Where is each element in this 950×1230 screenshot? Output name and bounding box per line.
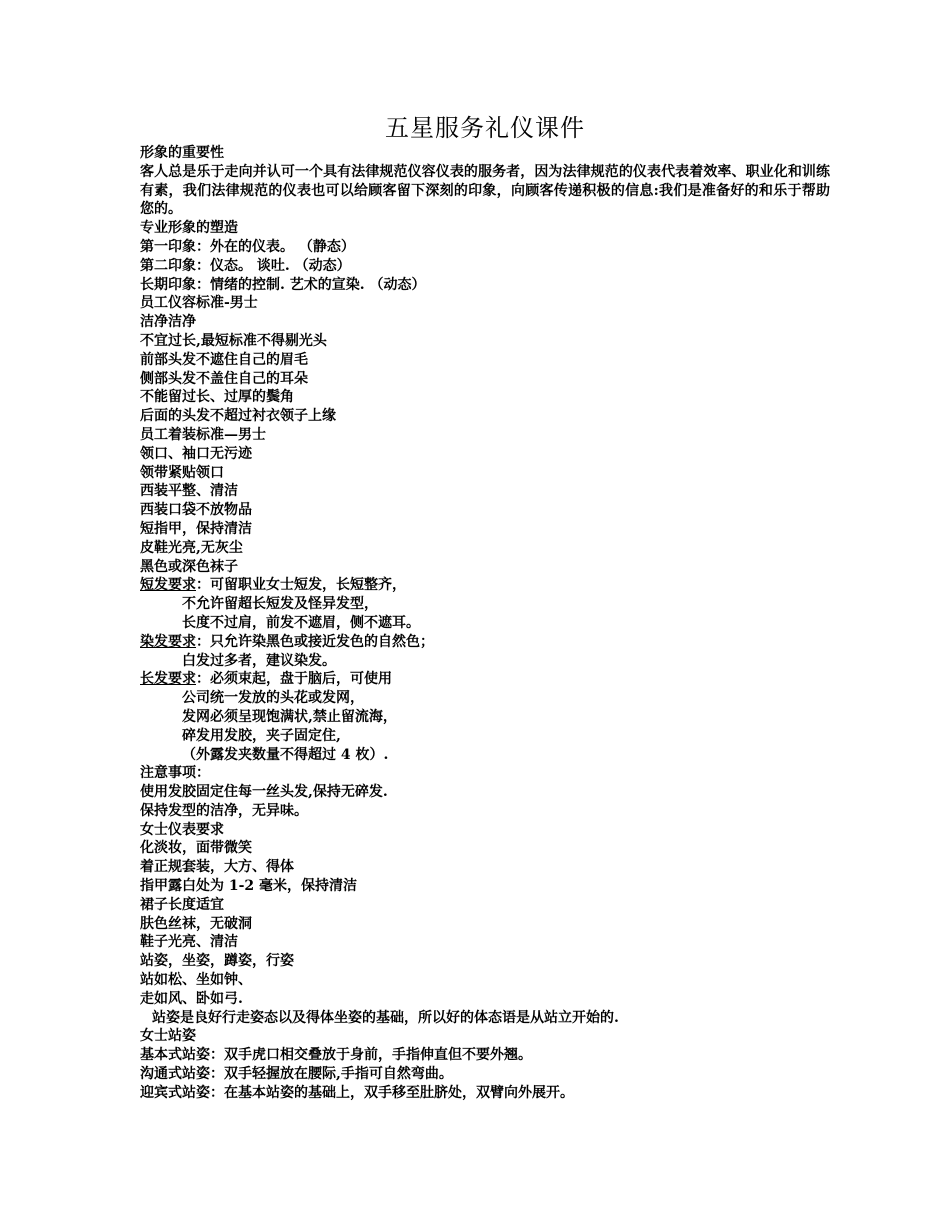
text-line: 前部头发不遮住自己的眉毛 bbox=[140, 351, 308, 368]
text-line: 洁净洁净 bbox=[140, 314, 196, 331]
text-line: 走如风、卧如弓. bbox=[140, 990, 243, 1007]
long-hair-text: ：必须束起，盘于脑后，可使用 bbox=[196, 671, 392, 688]
text-line: 领带紧贴领口 bbox=[140, 464, 224, 481]
text-line: 黑色或深色袜子 bbox=[140, 558, 238, 575]
text-line: 员工仪容标准-男士 bbox=[140, 295, 258, 312]
intro-paragraph: 客人总是乐于走向并认可一个具有法律规范仪容仪表的服务者，因为法律规范的仪表代表着效率、职业化和训练有素，我们法律规范的仪表也可以给顾客留下深刻的印象，向顾客传递积极的信息:我们是准备好的和乐于帮助您的。 bbox=[140, 163, 830, 218]
text-line: 发网必须呈现饱满状,禁止留流海， bbox=[182, 708, 397, 725]
short-hair-label: 短发要求 bbox=[140, 577, 196, 594]
text-line: 站如松、坐如钟、 bbox=[140, 972, 252, 989]
stance-note: 站姿是良好行走姿态以及得体坐姿的基础，所以好的体态语是从站立开始的. bbox=[152, 1009, 619, 1026]
text-line: 碎发用发胶，夹子固定住, bbox=[182, 727, 341, 744]
short-hair-requirement bbox=[140, 576, 830, 595]
dye-hair-label: 染发要求 bbox=[140, 633, 196, 650]
text-line: 西装口袋不放物品 bbox=[140, 502, 252, 519]
dye-hair-requirement bbox=[140, 633, 830, 652]
text-line: 第一印象：外在的仪表。 （静态） bbox=[140, 238, 355, 255]
text-line: （外露发夹数量不得超过 4 枚）. bbox=[182, 746, 389, 763]
text-line: 白发过多者，建议染发。 bbox=[182, 652, 336, 669]
text-line: 注意事项： bbox=[140, 765, 210, 782]
text-line: 基本式站姿：双手虎口相交叠放于身前，手指伸直但不要外翘。 bbox=[140, 1047, 532, 1064]
text-line: 第二印象：仪态。 谈吐. （动态） bbox=[140, 257, 351, 274]
text-line: 使用发胶固定住每一丝头发,保持无碎发. bbox=[140, 784, 388, 801]
text-line: 化淡妆，面带微笑 bbox=[140, 840, 252, 857]
text-line: 裙子长度适宜 bbox=[140, 896, 224, 913]
document-title: 五星服务礼仪课件 bbox=[385, 114, 585, 142]
text-line: 站姿，坐姿，蹲姿，行姿 bbox=[140, 953, 294, 970]
text-line: 皮鞋光亮,无灰尘 bbox=[140, 539, 243, 556]
text-line: 短指甲，保持清洁 bbox=[140, 520, 252, 537]
text-line: 沟通式站姿：双手轻握放在腰际,手指可自然弯曲。 bbox=[140, 1066, 453, 1083]
text-line: 专业形象的塑造 bbox=[140, 220, 238, 237]
short-hair-text: ：可留职业女士短发，长短整齐， bbox=[196, 577, 406, 594]
text-line: 肤色丝袜，无破洞 bbox=[140, 915, 252, 932]
text-line: 西装平整、清洁 bbox=[140, 483, 238, 500]
text-line: 领口、袖口无污迹 bbox=[140, 445, 252, 462]
text-line: 鞋子光亮、清洁 bbox=[140, 934, 238, 951]
text-line: 保持发型的洁净，无异味。 bbox=[140, 802, 308, 819]
text-line: 着正规套装，大方、得体 bbox=[140, 859, 294, 876]
long-hair-label: 长发要求 bbox=[140, 671, 196, 688]
text-line: 公司统一发放的头花或发网， bbox=[182, 690, 364, 707]
text-line: 长度不过肩，前发不遮眉，侧不遮耳。 bbox=[182, 614, 420, 631]
text-line: 女士站姿 bbox=[140, 1028, 196, 1045]
text-line: 员工着装标准—男士 bbox=[140, 426, 266, 443]
text-line: 长期印象：情绪的控制. 艺术的宣染. （动态） bbox=[140, 276, 426, 293]
text-line: 指甲露白处为 1-2 毫米，保持清洁 bbox=[140, 878, 358, 895]
document-page bbox=[140, 112, 830, 1103]
text-line: 女士仪表要求 bbox=[140, 821, 224, 838]
text-line: 迎宾式站姿：在基本站姿的基础上，双手移至肚脐处，双臂向外展开。 bbox=[140, 1084, 574, 1101]
text-line: 不能留过长、过厚的鬓角 bbox=[140, 389, 294, 406]
text-line: 后面的头发不超过衬衣领子上缘 bbox=[140, 408, 336, 425]
section-heading: 形象的重要性 bbox=[140, 145, 224, 161]
text-line: 不宜过长,最短标准不得剔光头 bbox=[140, 332, 327, 349]
text-line: 不允许留超长短发及怪异发型， bbox=[182, 596, 378, 613]
text-line: 侧部头发不盖住自己的耳朵 bbox=[140, 370, 308, 387]
dye-hair-text: ：只允许染黑色或接近发色的自然色； bbox=[196, 633, 434, 650]
long-hair-requirement bbox=[140, 670, 830, 689]
